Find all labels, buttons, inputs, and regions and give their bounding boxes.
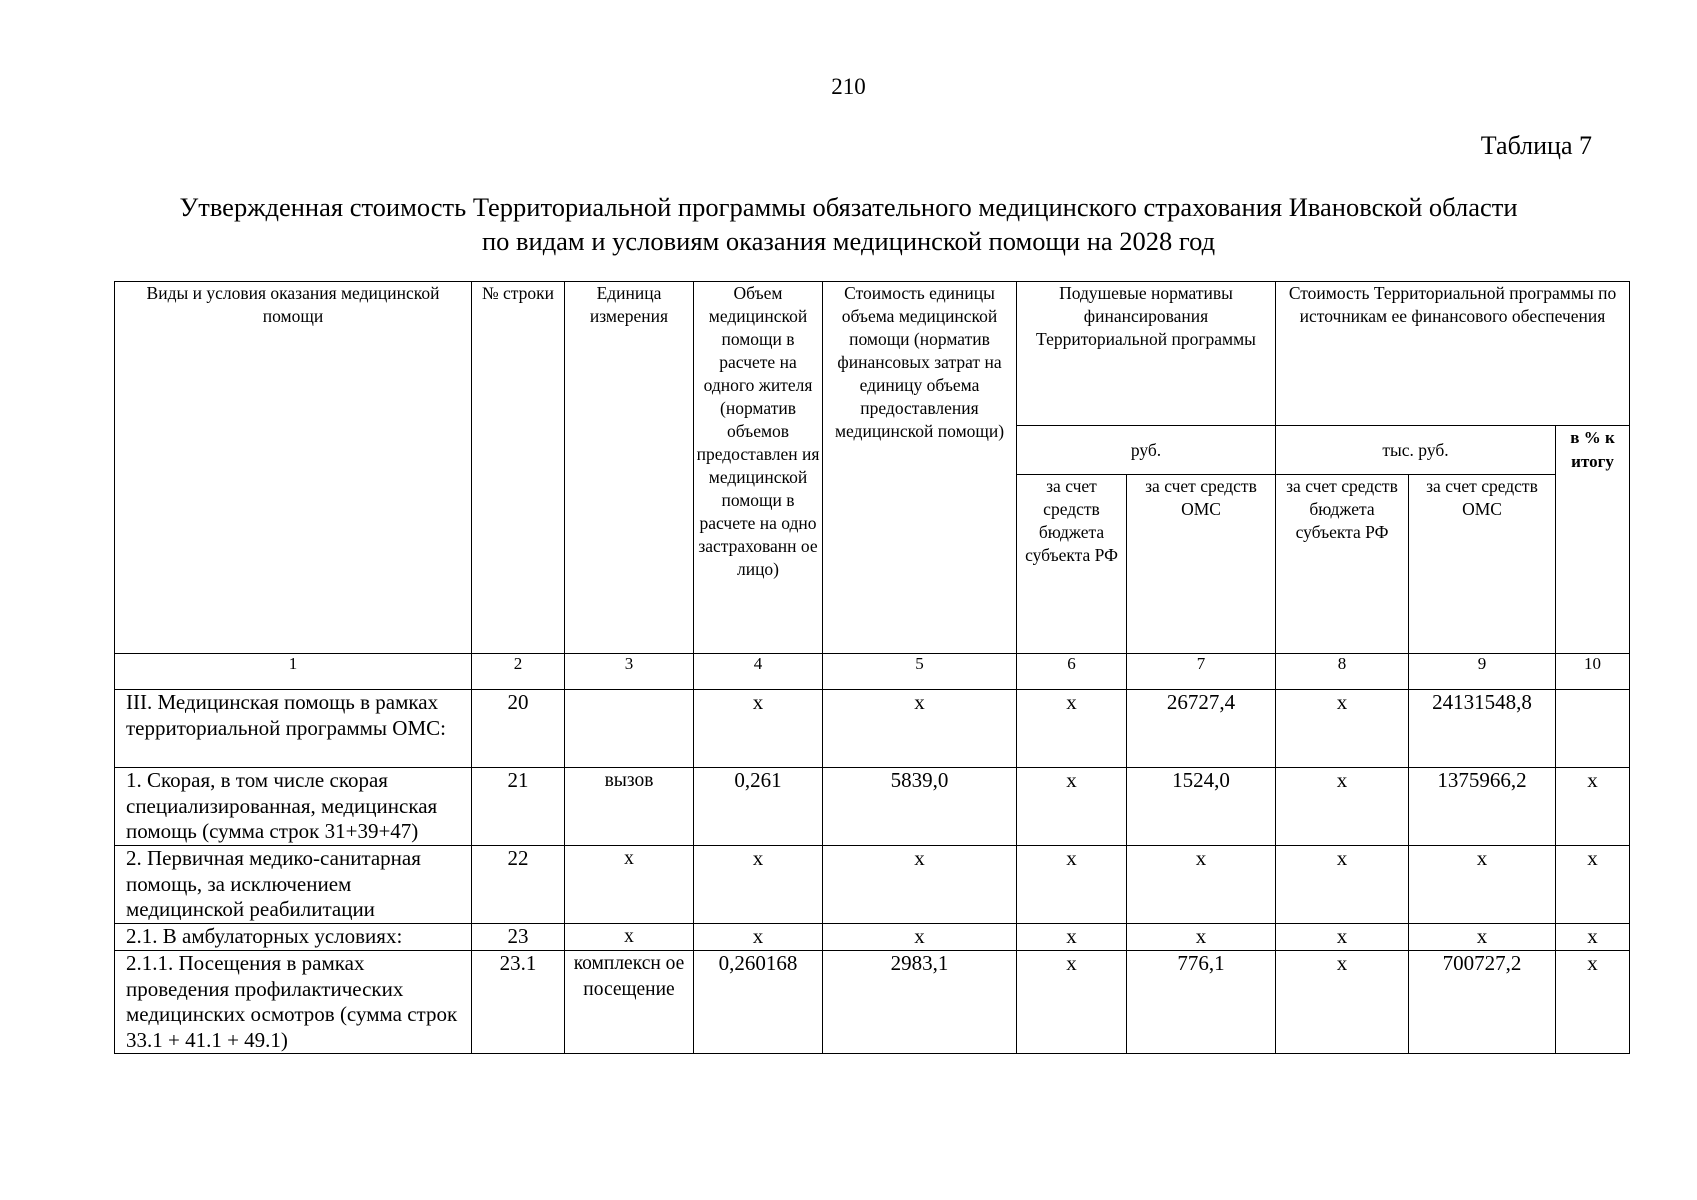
page-number: 210 [831,74,866,99]
row-pct: х [1556,846,1630,924]
row-name: 2.1. В амбулаторных условиях: [115,924,472,951]
row-volume: х [694,924,823,951]
row-name: III. Медицинская помощь в рамках территориальной программы ОМС: [115,690,472,768]
row-line: 23.1 [472,951,565,1054]
title-line-1: Утвержденная стоимость Территориальной программы обязательного медицинского страхования Ивановской области [179,192,1518,222]
row-name: 2.1.1. Посещения в рамках проведения профилактических медицинских осмотров (сумма строк 33.1 + 41.1 + 49.1) [115,951,472,1054]
column-number: 4 [694,654,823,690]
header-tot-oms: за счет средств ОМС [1409,475,1556,654]
column-number: 9 [1409,654,1556,690]
row-pc-budget: х [1017,924,1127,951]
cost-table [114,281,1630,1054]
row-pc-budget: х [1017,951,1127,1054]
row-tot-budget: х [1276,768,1409,846]
header-volume: Объем медицинской помощи в расчете на одного жителя (норматив объемов предоставлен ия медицинской помощи в расчете на одно застрахованн ое лицо) [694,282,823,654]
row-pc-budget: х [1017,768,1127,846]
row-pct: х [1556,924,1630,951]
header-unit-cost: Стоимость единицы объема медицинской помощи (норматив финансовых затрат на единицу объема предоставления медицинской помощи) [823,282,1017,654]
row-volume: х [694,846,823,924]
column-number: 6 [1017,654,1127,690]
row-unit: комплексн ое посещение [565,951,694,1054]
table-row [115,690,1630,768]
row-volume: х [694,690,823,768]
row-pct [1556,690,1630,768]
row-pc-oms: 776,1 [1127,951,1276,1054]
row-tot-oms: х [1409,924,1556,951]
header-tot-budget: за счет средств бюджета субъекта РФ [1276,475,1409,654]
row-pc-oms: х [1127,846,1276,924]
header-tys-rub: тыс. руб. [1276,426,1556,475]
header-line-number: № строки [472,282,565,654]
table-title [0,190,1697,258]
row-unit: х [565,924,694,951]
row-pc-budget: х [1017,690,1127,768]
header-program-cost: Стоимость Территориальной программы по источникам ее финансового обеспечения [1276,282,1630,426]
row-volume: 0,261 [694,768,823,846]
row-cost: х [823,846,1017,924]
row-pc-budget: х [1017,846,1127,924]
row-line: 20 [472,690,565,768]
column-number: 10 [1556,654,1630,690]
row-unit: вызов [565,768,694,846]
header-rub: руб. [1017,426,1276,475]
table-row [115,924,1630,951]
column-number: 2 [472,654,565,690]
row-tot-oms: х [1409,846,1556,924]
row-pc-oms: 26727,4 [1127,690,1276,768]
column-number: 7 [1127,654,1276,690]
row-name: 1. Скорая, в том числе скорая специализированная, медицинская помощь (сумма строк 31+39+47) [115,768,472,846]
row-cost: х [823,924,1017,951]
row-pc-oms: 1524,0 [1127,768,1276,846]
row-cost: 2983,1 [823,951,1017,1054]
row-tot-budget: х [1276,846,1409,924]
row-volume: 0,260168 [694,951,823,1054]
row-line: 21 [472,768,565,846]
header-pc-oms: за счет средств ОМС [1127,475,1276,654]
column-number: 8 [1276,654,1409,690]
row-line: 22 [472,846,565,924]
column-number: 1 [115,654,472,690]
row-pc-oms: х [1127,924,1276,951]
row-name: 2. Первичная медико-санитарная помощь, за исключением медицинской реабилитации [115,846,472,924]
row-tot-oms: 24131548,8 [1409,690,1556,768]
row-unit [565,690,694,768]
row-tot-oms: 700727,2 [1409,951,1556,1054]
row-cost: 5839,0 [823,768,1017,846]
table-row [115,846,1630,924]
header-kinds: Виды и условия оказания медицинской помощи [115,282,472,654]
column-number-row [115,654,1630,690]
column-number: 3 [565,654,694,690]
row-tot-oms: 1375966,2 [1409,768,1556,846]
row-tot-budget: х [1276,951,1409,1054]
table-row [115,768,1630,846]
table-row [115,951,1630,1054]
header-pc-budget: за счет средств бюджета субъекта РФ [1017,475,1127,654]
row-tot-budget: х [1276,924,1409,951]
row-cost: х [823,690,1017,768]
header-unit: Единица измерения [565,282,694,654]
row-tot-budget: х [1276,690,1409,768]
header-percent: в % к итогу [1556,426,1630,654]
row-pct: х [1556,951,1630,1054]
row-pct: х [1556,768,1630,846]
header-per-capita: Подушевые нормативы финансирования Территориальной программы [1017,282,1276,426]
row-line: 23 [472,924,565,951]
column-number: 5 [823,654,1017,690]
table-label: Таблица 7 [1480,131,1592,160]
title-line-2: по видам и условиям оказания медицинской помощи на 2028 год [481,226,1216,256]
row-unit: х [565,846,694,924]
